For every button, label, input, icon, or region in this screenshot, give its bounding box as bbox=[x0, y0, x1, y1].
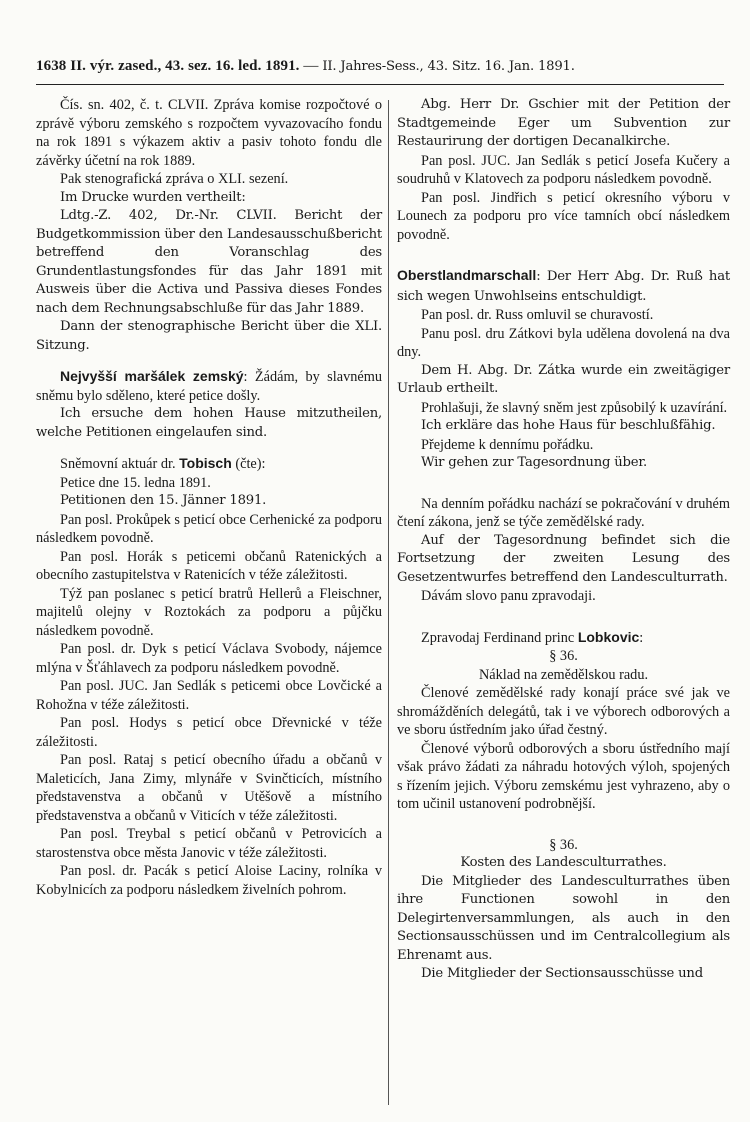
paragraph: Auf der Tagesordnung befindet sich die Fortsetzung der zweiten Lesung des Gesetzentwurfes betreffend den Landesculturrath. bbox=[397, 532, 730, 585]
paragraph: Týž pan poslanec s peticí bratrů Hellerů a Fleischner, majitelů olejny v Roztokách za podporu a půjčku následkem povodně. bbox=[36, 585, 382, 639]
paragraph: Petice dne 15. ledna 1891. bbox=[60, 474, 211, 491]
speaker-name: Nejvyšší maršálek zemský bbox=[60, 368, 244, 384]
header-left-part: II. výr. zased., 43. sez. 16. led. 1891. bbox=[70, 58, 300, 74]
speaker-name: Tobisch bbox=[179, 455, 232, 471]
paragraph: Panu posl. dru Zátkovi byla udělena dovolená na dva dny. bbox=[397, 325, 730, 360]
paragraph: Pan posl. Prokůpek s peticí obce Cerhenické za podporu následkem povodně. bbox=[36, 511, 382, 546]
paragraph: Pan posl. dr. Dyk s peticí Václava Svobody, nájemce mlýna v Šťáhlavech za podporu následkem povodně. bbox=[36, 641, 382, 676]
paragraph: Im Drucke wurden vertheilt: bbox=[60, 189, 246, 205]
paragraph: Petitionen den 15. Jänner 1891. bbox=[60, 493, 267, 508]
paragraph: Dávám slovo panu zpravodaji. bbox=[421, 588, 596, 604]
speaker-name: Lobkovic bbox=[577, 628, 640, 645]
paragraph: Wir gehen zur Tagesordnung über. bbox=[421, 455, 648, 470]
paragraph: Pak stenografická zpráva o XLI. sezení. bbox=[60, 171, 289, 187]
paragraph: Kosten des Landesculturrathes. bbox=[460, 855, 667, 870]
paragraph: Pan posl. JUC. Jan Sedlák s peticí Josefa Kučery a soudruhů v Klatovech za podporu následkem povodně. bbox=[397, 152, 730, 187]
paragraph bbox=[36, 367, 382, 405]
paragraph: Die Mitglieder des Landesculturrathes üben ihre Functionen sowohl in den Delegirtenversammlungen, als auch in den Sectionsausschüssen und im Centralcollegium als Ehrenamt aus. bbox=[397, 873, 730, 963]
paragraph: Čís. sn. 402, č. t. CLVII. Zpráva komise rozpočtové o zprávě výboru zemského s rozpočtem vyvazovacího fondu na rok 1891 s výkazem aktiv a pasiv tohoto fondu dle závěrky účetní na rok 1889. bbox=[36, 97, 382, 169]
paragraph bbox=[397, 628, 730, 648]
page-number: 1638 bbox=[36, 58, 67, 74]
speech-text: : Der Herr Abg. Dr. Ruß hat sich wegen Unwohlseins entschuldigt. bbox=[397, 269, 730, 304]
paragraph: Přejdeme k dennímu pořádku. bbox=[421, 436, 594, 453]
paragraph: Dem H. Abg. Dr. Zátka wurde ein zweitägiger Urlaub ertheilt. bbox=[397, 362, 730, 396]
paragraph: Dann der stenographische Bericht über die XLI. Sitzung. bbox=[36, 319, 382, 353]
paragraph: Ldtg.-Z. 402, Dr.-Nr. CLVII. Bericht der Budgetkommission über den Landesausschußbericht betreffend den Voranschlag des Grundentlastungsfondes für das Jahr 1891 mit Ausweis über die Activa und Passiva dieses Fondes nach dem Rechnungsabschluße für das Jahr 1889. bbox=[36, 208, 382, 316]
paragraph: Členové výborů odborových a sboru ústředního mají však právo žádati za náhradu hotových výloh, spojených s řízením jejich. Výboru zemskému jest vyhrazeno, aby o tom učinil ustanovení podrobnější. bbox=[397, 740, 730, 812]
paragraph: Náklad na zemědělskou radu. bbox=[478, 666, 649, 683]
header-separator: — bbox=[303, 58, 319, 74]
paragraph: Členové zemědělské rady konají práce své jak ve shromážděních delegátů, tak i ve výborech odborových a ve sboru ústředním jako úřad čestný. bbox=[397, 685, 730, 738]
speaker-name: Oberstlandmarschall bbox=[397, 267, 537, 283]
paragraph: Pan posl. Hodys s peticí obce Dřevnické v téže záležitosti. bbox=[36, 715, 382, 750]
paragraph: § 36. bbox=[549, 648, 578, 664]
paragraph: Pan posl. JUC. Jan Sedlák s peticemi obce Lovčické a Rohožna v téže záležitosti. bbox=[36, 678, 382, 713]
paragraph: Prohlašuji, že slavný sněm jest způsobilý k uzavírání. bbox=[421, 399, 728, 416]
paragraph: Pan posl. dr. Pacák s peticí Aloise Laciny, rolníka v Kobylnicích za podporu následkem živelních pohrom. bbox=[36, 863, 382, 898]
speaker-prefix: Sněmovní aktuár dr. bbox=[60, 456, 180, 472]
header-right-part: II. Jahres-Sess., 43. Sitz. 16. Jan. 1891. bbox=[322, 59, 575, 74]
paragraph: Ich erkläre das hohe Haus für beschlußfähig. bbox=[421, 418, 716, 433]
paragraph: Pan posl. dr. Russ omluvil se churavostí. bbox=[421, 307, 654, 323]
paragraph: Abg. Herr Dr. Gschier mit der Petition der Stadtgemeinde Eger um Subvention zur Restaurirung der dortigen Decanalkirche. bbox=[397, 97, 730, 149]
paragraph: Na denním pořádku nachází se pokračování v druhém čtení zákona, jenž se týče zemědělské rady. bbox=[397, 495, 730, 530]
paragraph: Pan posl. Rataj s peticí obecního úřadu a občanů v Maleticích, Jana Zimy, mlynáře v Svinčticích, místního představenstva a občanů v Utěšově a místního představenstva a občanů v Viticích v téže záležitosti. bbox=[36, 752, 382, 824]
paragraph: Die Mitglieder der Sectionsausschüsse und bbox=[421, 966, 703, 981]
page-header bbox=[36, 58, 724, 75]
left-column bbox=[36, 96, 382, 899]
paragraph: Pan posl. Treybal s peticí občanů v Petrovicích a starostenstva obce města Janovic v téže záležitosti. bbox=[36, 826, 382, 861]
speech-text: : bbox=[639, 629, 644, 646]
column-divider bbox=[388, 100, 389, 1105]
speech-text: : Žádám, by slavnému sněmu bylo sděleno, které petice došly. bbox=[36, 369, 382, 404]
paragraph: Pan posl. Jindřich s peticí okresního výboru v Lounech za podporu pro více tamních obcí následkem povodně. bbox=[397, 189, 730, 243]
paragraph: Ich ersuche dem hohen Hause mitzutheilen, welche Petitionen eingelaufen sind. bbox=[36, 406, 382, 440]
paragraph: Pan posl. Horák s peticemi občanů Ratenických a obecního zastupitelstva v Ratenicích v téže záležitosti. bbox=[36, 548, 382, 583]
paragraph bbox=[36, 454, 382, 474]
speech-text: (čte): bbox=[231, 456, 266, 472]
paragraph: § 36. bbox=[549, 836, 578, 853]
speaker-prefix: Zpravodaj Ferdinand princ bbox=[421, 629, 578, 646]
header-rule bbox=[36, 84, 724, 85]
paragraph bbox=[397, 266, 730, 306]
right-column bbox=[397, 96, 730, 984]
